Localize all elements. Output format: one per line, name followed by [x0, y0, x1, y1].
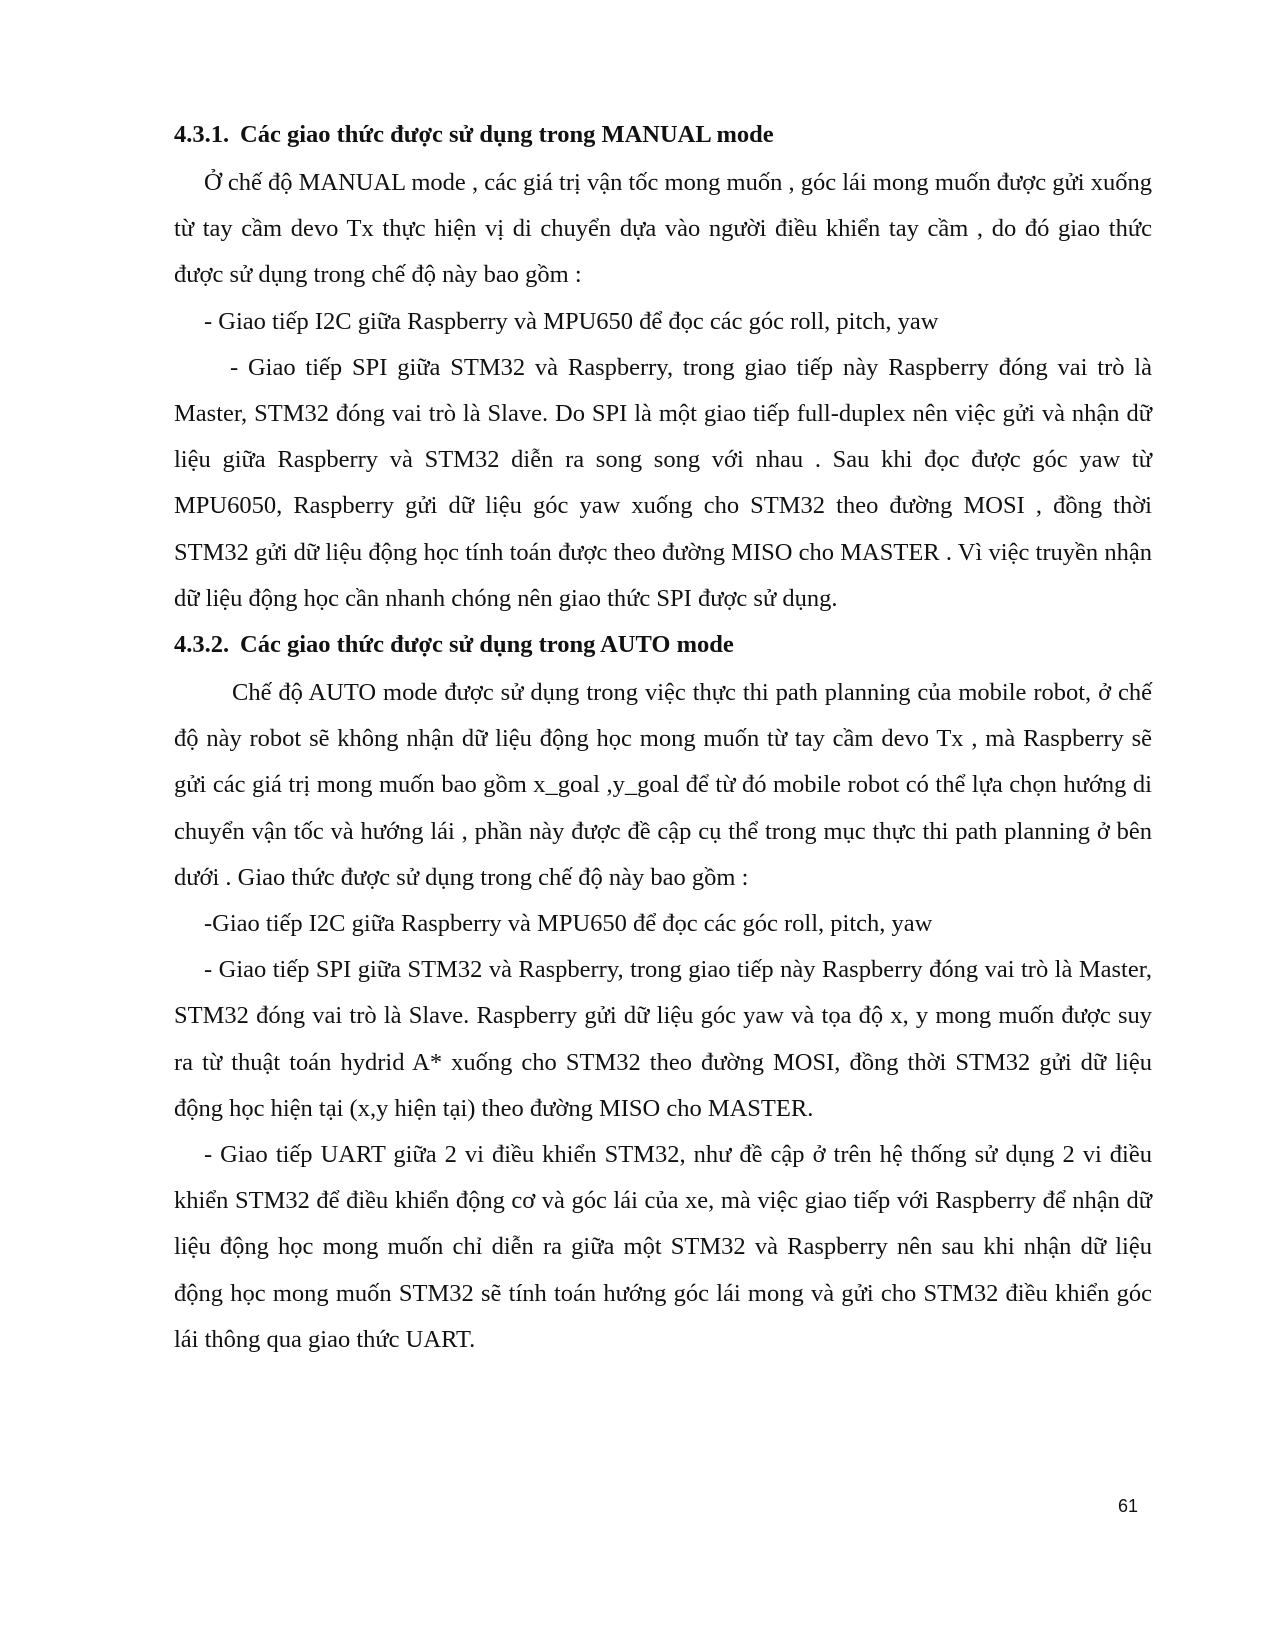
section-heading-4-3-1: [174, 112, 1152, 158]
section-number: 4.3.2.: [174, 631, 230, 659]
paragraph: - Giao tiếp UART giữa 2 vi điều khiển STM32, như đề cập ở trên hệ thống sử dụng 2 vi điều khiển STM32 để điều khiển động cơ và góc lái của xe, mà việc giao tiếp với Raspberry để nhận dữ liệu động học mong muốn chỉ diễn ra giữa một STM32 và Raspberry nên sau khi nhận dữ liệu động học mong muốn STM32 sẽ tính toán hướng góc lái mong và gửi cho STM32 điều khiển góc lái thông qua giao thức UART.: [174, 1141, 1152, 1353]
paragraph: - Giao tiếp I2C giữa Raspberry và MPU650 để đọc các góc roll, pitch, yaw: [204, 307, 939, 335]
paragraph: Ở chế độ MANUAL mode , các giá trị vận tốc mong muốn , góc lái mong muốn được gửi xuống từ tay cầm devo Tx thực hiện vị di chuyển dựa vào người điều khiển tay cầm , do đó giao thức được sử dụng trong chế độ này bao gồm :: [174, 169, 1152, 289]
section-title: Các giao thức được sử dụng trong AUTO mode: [240, 631, 734, 659]
paragraph: Chế độ AUTO mode được sử dụng trong việc thực thi path planning của mobile robot, ở chế độ này robot sẽ không nhận dữ liệu động học mong muốn từ tay cầm devo Tx , mà Raspberry sẽ gửi các giá trị mong muốn bao gồm x_goal ,y_goal để từ đó mobile robot có thể lựa chọn hướng di chuyển vận tốc và hướng lái , phần này được đề cập cụ thể trong mục thực thi path planning ở bên dưới . Giao thức được sử dụng trong chế độ này bao gồm :: [174, 679, 1152, 891]
paragraph: -Giao tiếp I2C giữa Raspberry và MPU650 để đọc các góc roll, pitch, yaw: [204, 910, 933, 938]
paragraph: - Giao tiếp SPI giữa STM32 và Raspberry, trong giao tiếp này Raspberry đóng vai trò là Master, STM32 đóng vai trò là Slave. Raspberry gửi dữ liệu góc yaw và tọa độ x, y mong muốn được suy ra từ thuật toán hydrid A* xuống cho STM32 theo đường MOSI, đồng thời STM32 gửi dữ liệu động học hiện tại (x,y hiện tại) theo đường MISO cho MASTER.: [174, 956, 1152, 1122]
page-number: 61: [1118, 1496, 1139, 1516]
section-heading-4-3-2: [174, 622, 1152, 668]
section-title: Các giao thức được sử dụng trong MANUAL mode: [240, 121, 774, 148]
page-content: [174, 112, 1152, 1363]
section-number: 4.3.1.: [174, 121, 230, 148]
paragraph: - Giao tiếp SPI giữa STM32 và Raspberry, trong giao tiếp này Raspberry đóng vai trò là Master, STM32 đóng vai trò là Slave. Do SPI là một giao tiếp full-duplex nên việc gửi và nhận dữ liệu giữa Raspberry và STM32 diễn ra song song với nhau . Sau khi đọc được góc yaw từ MPU6050, Raspberry gửi dữ liệu góc yaw xuống cho STM32 theo đường MOSI , đồng thời STM32 gửi dữ liệu động học tính toán được theo đường MISO cho MASTER . Vì việc truyền nhận dữ liệu động học cần nhanh chóng nên giao thức SPI được sử dụng.: [174, 353, 1152, 612]
